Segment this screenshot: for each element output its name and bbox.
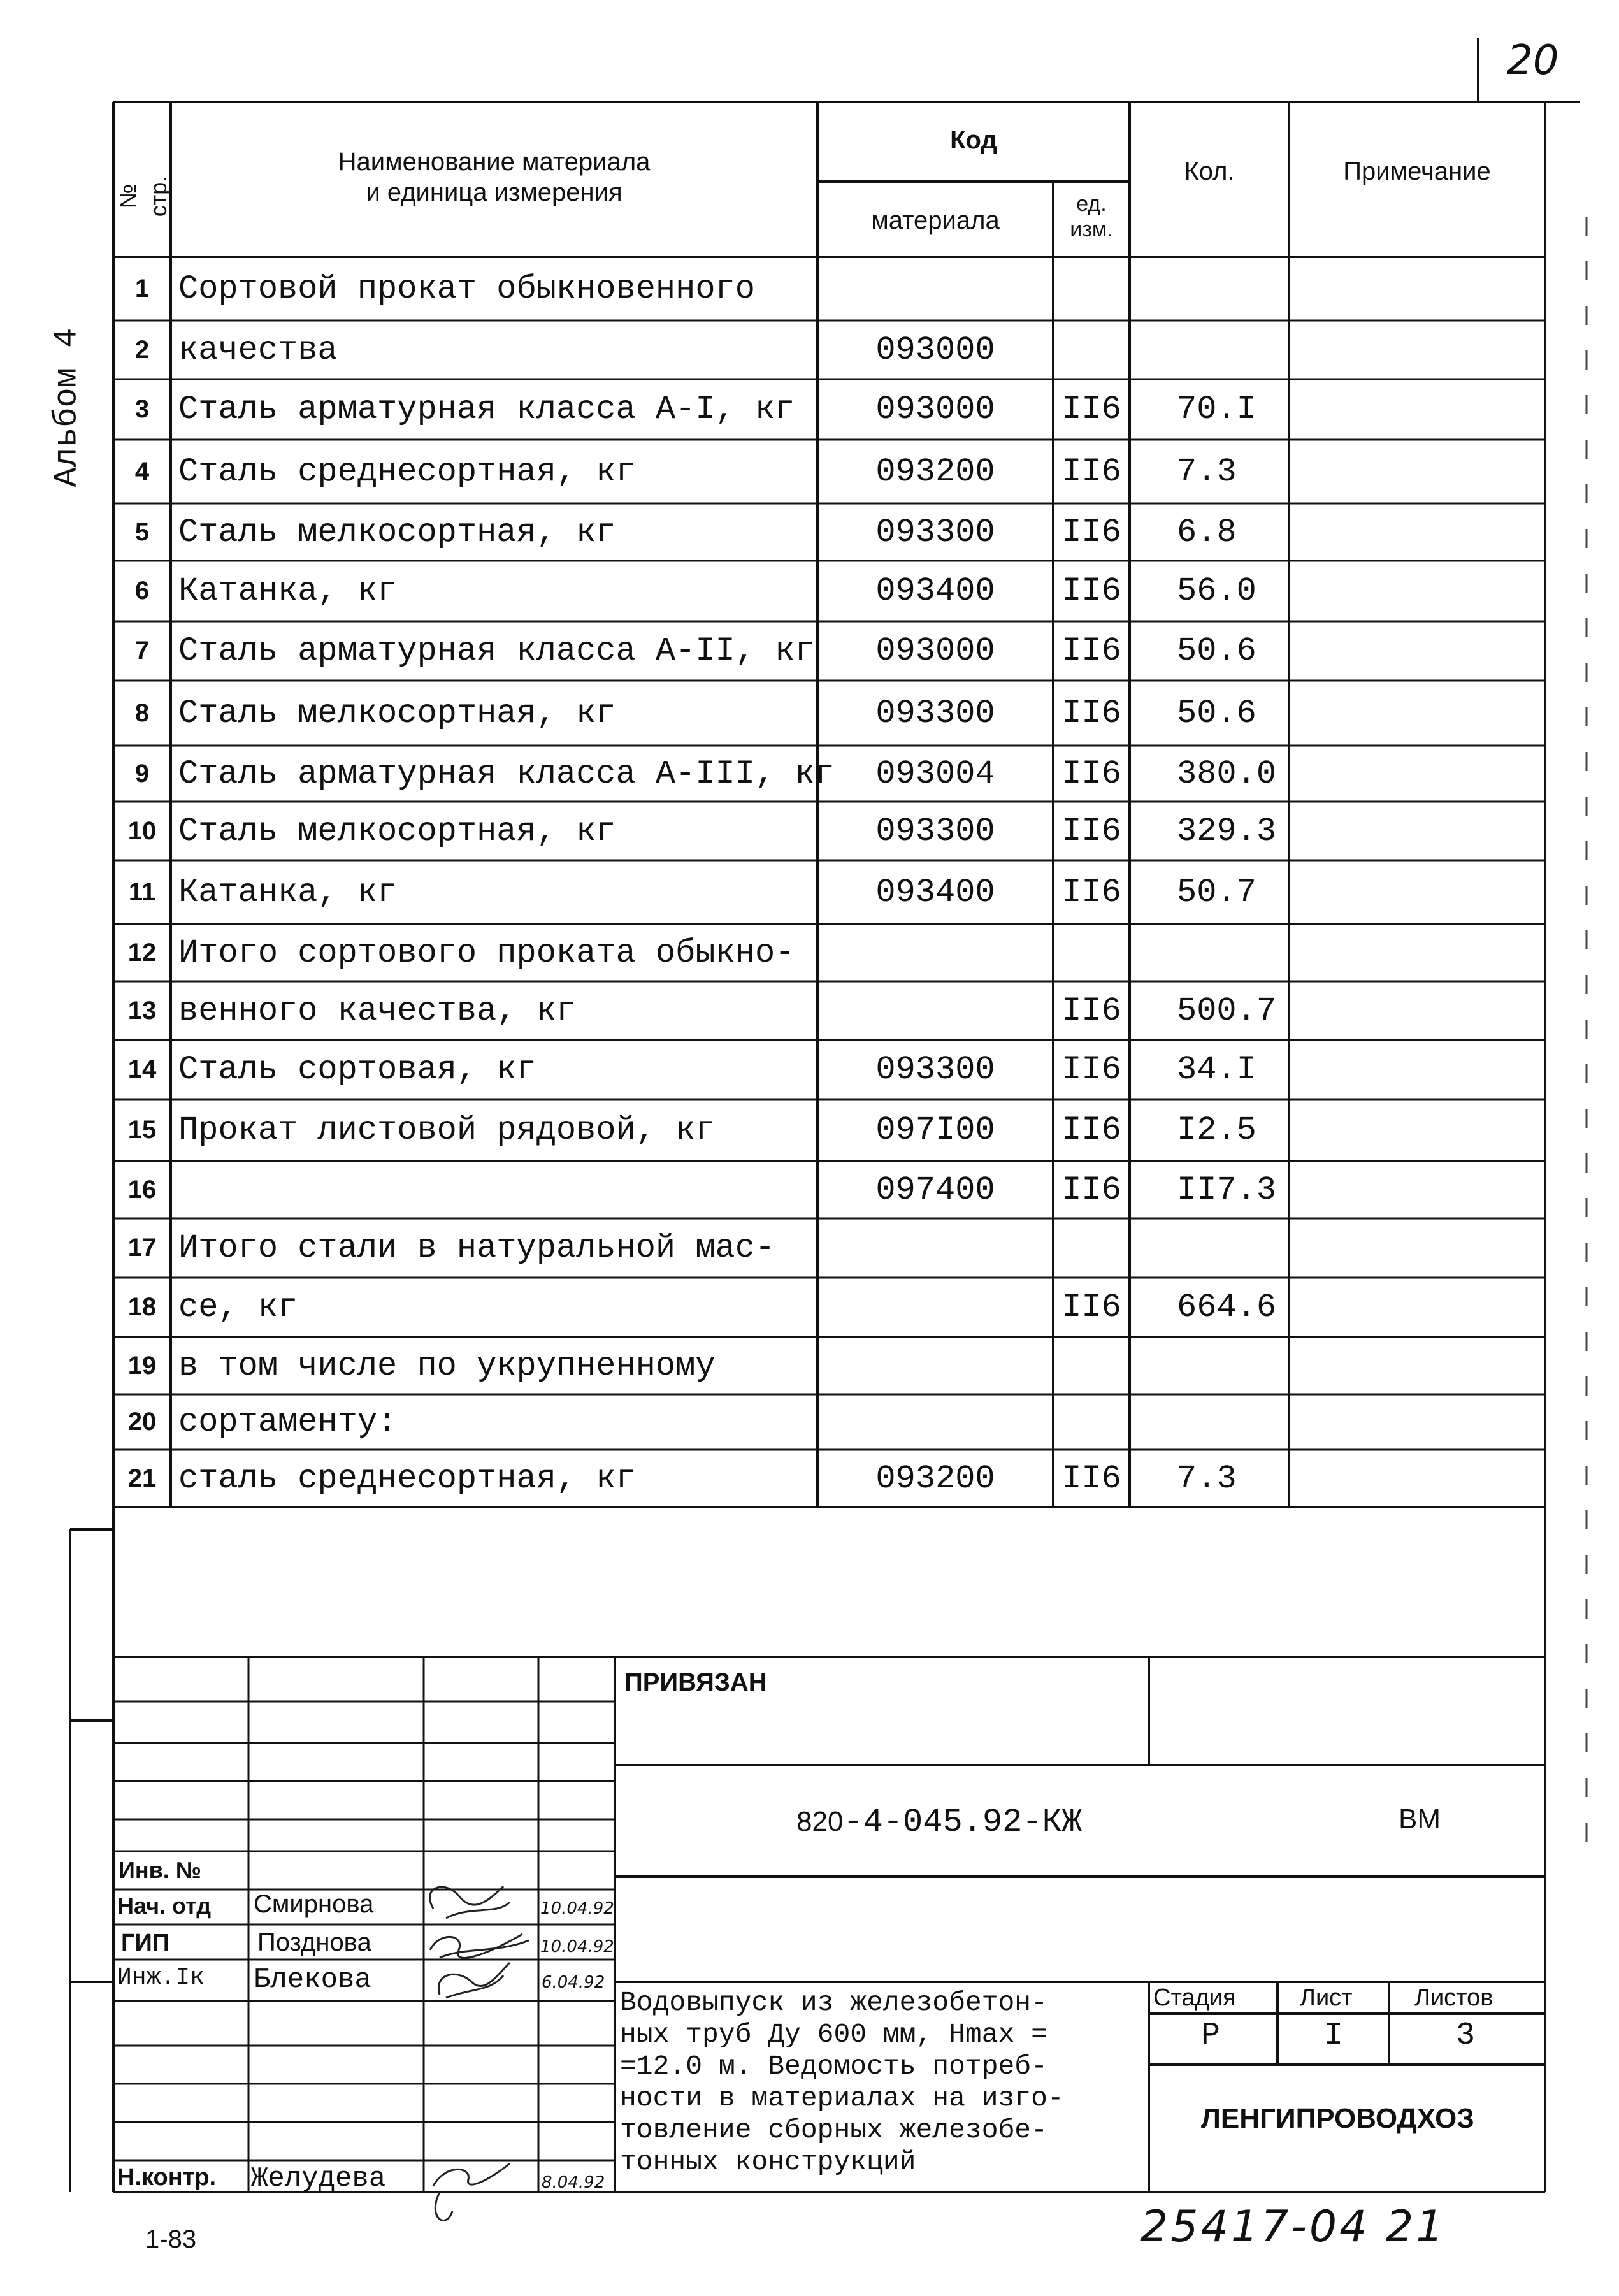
page-number: 20 bbox=[1507, 37, 1559, 84]
stage-value: Р bbox=[1201, 2018, 1221, 2054]
row-number: 20 bbox=[127, 1408, 157, 1436]
unit-code: II6 bbox=[1061, 1459, 1121, 1498]
header-code: Код bbox=[950, 126, 997, 154]
material-name: Сталь мелкосортная, кг bbox=[178, 812, 616, 850]
material-code: 093004 bbox=[875, 755, 995, 793]
material-name: качества bbox=[178, 331, 338, 369]
signer-name: Смирнова bbox=[254, 1890, 374, 1918]
signer-role: ГИП bbox=[121, 1930, 170, 1956]
quantity: 50.6 bbox=[1177, 632, 1256, 670]
document-code-prefix: 820 bbox=[796, 1806, 844, 1837]
material-name: сталь среднесортная, кг bbox=[178, 1459, 636, 1498]
description-line: ных труб Ду 600 мм, Нmax = bbox=[620, 2019, 1047, 2050]
unit-code: II6 bbox=[1061, 391, 1121, 428]
material-name: Сталь арматурная класса А-I, кг bbox=[178, 391, 795, 428]
sheets-value: 3 bbox=[1456, 2018, 1476, 2054]
material-code: 093300 bbox=[875, 513, 995, 551]
signer-role: Инж.Iк bbox=[117, 1964, 205, 1991]
quantity: II7.3 bbox=[1177, 1171, 1277, 1209]
sheet-value: I bbox=[1324, 2018, 1344, 2054]
description-line: товление сборных железобе- bbox=[620, 2114, 1047, 2146]
material-code: 093000 bbox=[875, 632, 995, 670]
material-code: 093000 bbox=[875, 331, 995, 369]
material-code: 093300 bbox=[875, 694, 995, 732]
quantity: 7.3 bbox=[1177, 1459, 1237, 1498]
row-number: 16 bbox=[127, 1175, 157, 1204]
quantity: 70.I bbox=[1177, 391, 1256, 428]
unit-code: II6 bbox=[1061, 755, 1121, 793]
quantity: 50.6 bbox=[1177, 694, 1256, 732]
row-number: 19 bbox=[127, 1351, 157, 1380]
unit-code: II6 bbox=[1061, 812, 1121, 850]
unit-code: II6 bbox=[1061, 452, 1121, 491]
sheets-label: Листов bbox=[1414, 1984, 1493, 2011]
quantity: I2.5 bbox=[1177, 1111, 1256, 1149]
header-code-material: материала bbox=[871, 206, 1000, 235]
signer-role: Н.контр. bbox=[117, 2164, 217, 2191]
signer-date: 10.04.92 bbox=[540, 1937, 614, 1956]
quantity: 56.0 bbox=[1177, 572, 1256, 610]
material-name: Сталь арматурная класса А-III, кг bbox=[178, 755, 835, 793]
unit-code: II6 bbox=[1061, 992, 1121, 1030]
header-code-unit: ед. изм. bbox=[1070, 192, 1113, 242]
row-number: 5 bbox=[134, 517, 150, 546]
quantity: 7.3 bbox=[1177, 452, 1237, 491]
signer-date: 8.04.92 bbox=[542, 2173, 605, 2192]
header-note: Примечание bbox=[1343, 157, 1491, 185]
signer-name: Блекова bbox=[254, 1964, 371, 1996]
description-line: Водовыпуск из железобетон- bbox=[620, 1987, 1047, 2018]
inv-no-label: Инв. № bbox=[119, 1857, 201, 1883]
material-name: Итого стали в натуральной мас- bbox=[178, 1229, 775, 1267]
material-name: Итого сортового проката обыкно- bbox=[178, 934, 795, 972]
unit-code: II6 bbox=[1061, 513, 1121, 551]
unit-code: II6 bbox=[1061, 694, 1121, 732]
quantity: 380.0 bbox=[1177, 755, 1277, 793]
signer-date: 10.04.92 bbox=[540, 1899, 614, 1918]
material-name: Катанка, кг bbox=[178, 873, 398, 911]
document-code-main: -4-045.92-КЖ bbox=[843, 1803, 1082, 1841]
row-number: 2 bbox=[134, 335, 150, 364]
row-number: 1 bbox=[134, 274, 150, 303]
signer-name: Желудева bbox=[251, 2163, 386, 2195]
form-code: 1-83 bbox=[145, 2225, 197, 2253]
album-label: Альбом 4 bbox=[48, 328, 86, 487]
unit-code: II6 bbox=[1061, 873, 1121, 911]
header-row-no-text: № стр. bbox=[115, 175, 171, 217]
quantity: 50.7 bbox=[1177, 873, 1256, 911]
row-number: 10 bbox=[127, 816, 157, 845]
drawing-description bbox=[620, 1987, 1064, 2178]
header-qty: Кол. bbox=[1184, 157, 1235, 185]
material-code: 093400 bbox=[875, 873, 995, 911]
organization-name: ЛЕНГИПРОВОДХОЗ bbox=[1201, 2103, 1474, 2134]
material-name: Сталь сортовая, кг bbox=[178, 1051, 536, 1088]
material-name: Сталь среднесортная, кг bbox=[178, 452, 636, 491]
row-number: 7 bbox=[134, 637, 150, 665]
description-line: ности в материалах на изго- bbox=[620, 2083, 1064, 2114]
material-name: Сталь мелкосортная, кг bbox=[178, 513, 616, 551]
material-name: Сортовой прокат обыкновенного bbox=[178, 270, 755, 308]
material-code: 093400 bbox=[875, 572, 995, 610]
quantity: 6.8 bbox=[1177, 513, 1237, 551]
material-name: Катанка, кг bbox=[178, 572, 398, 610]
unit-code: II6 bbox=[1061, 1171, 1121, 1209]
row-number: 21 bbox=[127, 1464, 157, 1492]
material-code: 093000 bbox=[875, 391, 995, 428]
row-number: 6 bbox=[134, 577, 150, 605]
quantity: 34.I bbox=[1177, 1051, 1256, 1088]
material-name: сортаменту: bbox=[178, 1403, 398, 1441]
document-mark: ВМ bbox=[1399, 1803, 1441, 1835]
material-code: 093300 bbox=[875, 1051, 995, 1088]
unit-code: II6 bbox=[1061, 632, 1121, 670]
material-name: в том числе по укрупненному bbox=[178, 1347, 716, 1385]
row-number: 13 bbox=[127, 996, 157, 1025]
material-code: 093200 bbox=[875, 1459, 995, 1498]
material-name: венного качества, кг bbox=[178, 992, 577, 1030]
quantity: 664.6 bbox=[1177, 1289, 1277, 1326]
row-number: 11 bbox=[128, 877, 156, 906]
row-number: 18 bbox=[127, 1293, 157, 1321]
signer-date: 6.04.92 bbox=[542, 1973, 605, 1992]
stage-label: Стадия bbox=[1153, 1984, 1236, 2011]
row-number: 4 bbox=[134, 457, 150, 486]
unit-code: II6 bbox=[1061, 572, 1121, 610]
row-number: 12 bbox=[127, 938, 157, 967]
signer-name: Позднова bbox=[257, 1928, 371, 1956]
material-name: се, кг bbox=[178, 1289, 298, 1326]
description-line: тонных конструкций bbox=[620, 2146, 916, 2177]
quantity: 500.7 bbox=[1177, 992, 1277, 1030]
row-number: 15 bbox=[127, 1116, 157, 1144]
row-number: 3 bbox=[134, 395, 150, 423]
quantity: 329.3 bbox=[1177, 812, 1277, 850]
unit-code: II6 bbox=[1061, 1111, 1121, 1149]
material-name: Сталь арматурная класса А-II, кг bbox=[178, 632, 815, 670]
header-name-line1: Наименование материала bbox=[338, 148, 651, 176]
material-name: Прокат листовой рядовой, кг bbox=[178, 1111, 716, 1149]
signer-role: Нач. отд bbox=[117, 1893, 212, 1919]
row-number: 8 bbox=[134, 698, 150, 727]
description-line: =12.0 м. Ведомость потреб- bbox=[620, 2051, 1047, 2082]
material-name: Сталь мелкосортная, кг bbox=[178, 694, 616, 732]
unit-code: II6 bbox=[1061, 1289, 1121, 1326]
material-code: 093300 bbox=[875, 812, 995, 850]
header-name-line2: и единица измерения bbox=[366, 178, 622, 206]
row-number: 9 bbox=[134, 759, 150, 788]
unit-code: II6 bbox=[1061, 1051, 1121, 1088]
material-code: 097I00 bbox=[875, 1111, 995, 1149]
privyazan-label: ПРИВЯЗАН bbox=[624, 1668, 767, 1696]
material-code: 097400 bbox=[875, 1171, 995, 1209]
stamp-number: 25417-04 21 bbox=[1140, 2202, 1446, 2252]
sheet-label: Лист bbox=[1300, 1984, 1353, 2011]
material-code: 093200 bbox=[875, 452, 995, 491]
row-number: 17 bbox=[127, 1234, 157, 1262]
row-number: 14 bbox=[127, 1055, 157, 1083]
document-code bbox=[796, 1803, 1082, 1841]
